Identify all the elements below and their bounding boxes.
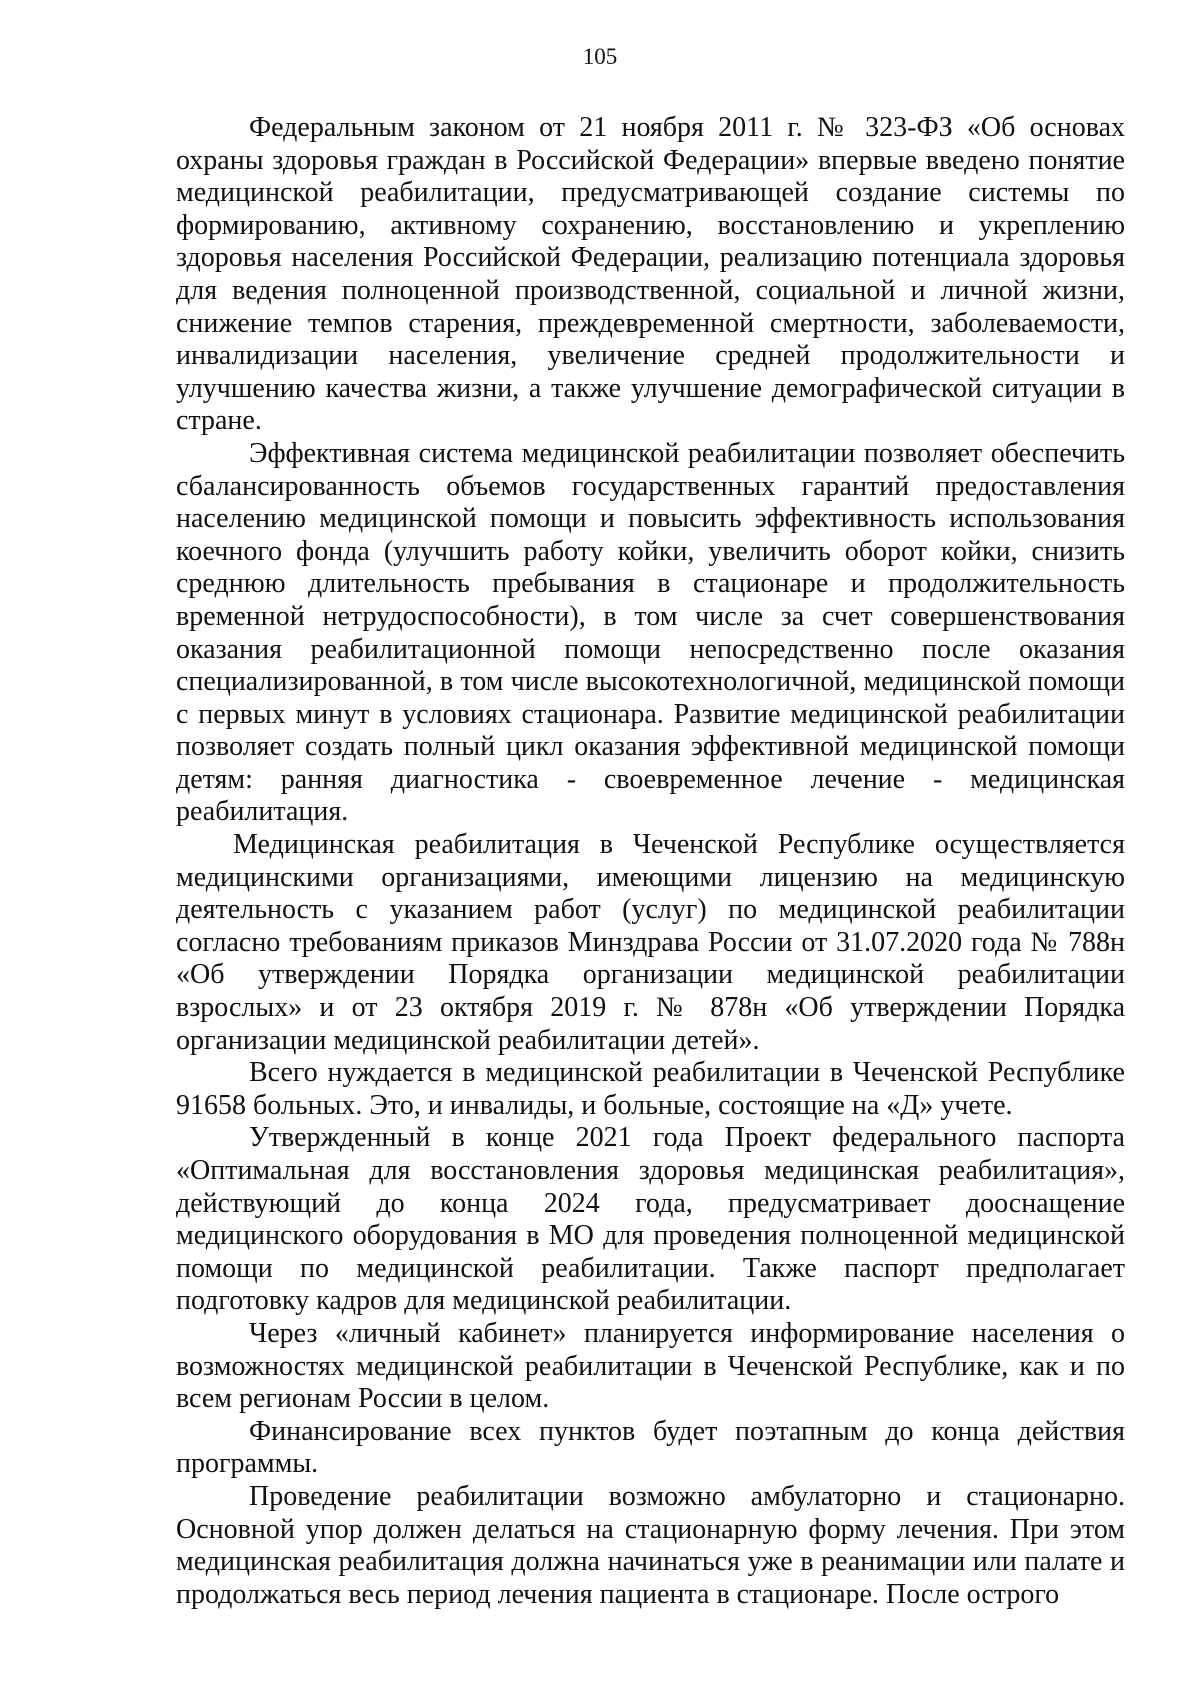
- paragraph-effective-system: Эффективная система медицинской реабилитации позволяет обеспечить сбалансированность объемов государственных гарантий предоставления населению медицинской помощи и повысить эффективность использования коечного фонда (улучшить работу койки, увеличить оборот койки, снизить среднюю длительность пребывания в стационаре и продолжительность временной нетрудоспособности), в том числе за счет совершенствования оказания реабилитационной помощи непосредственно после оказания специализированной, в том числе высокотехнологичной, медицинской помощи с первых минут в условиях стационара. Развитие медицинской реабилитации позволяет создать полный цикл оказания эффективной медицинской помощи детям: ранняя диагностика - своевременное лечение - медицинская реабилитация.: [176, 437, 1125, 828]
- paragraph-chechen-rehabilitation: Медицинская реабилитация в Чеченской Республике осуществляется медицинскими организациями, имеющими лицензию на медицинскую деятельность с указанием работ (услуг) по медицинской реабилитации согласно требованиям приказов Минздрава России от 31.07.2020 года № 788н «Об утверждении Порядка организации медицинской реабилитации взрослых» и от 23 октября 2019 г. № 878н «Об утверждении Порядка организации медицинской реабилитации детей».: [176, 829, 1125, 1056]
- page-number: 105: [582, 44, 618, 69]
- document-body: [176, 112, 1125, 1611]
- paragraph-total-need: Всего нуждается в медицинской реабилитации в Чеченской Республике 91658 больных. Это, и инвалиды, и больные, состоящие на «Д» учете.: [176, 1057, 1125, 1121]
- paragraph-personal-account: Через «личный кабинет» планируется информирование населения о возможностях медицинской реабилитации в Чеченской Республике, как и по всем регионам России в целом.: [176, 1317, 1125, 1415]
- paragraph-federal-law: Федеральным законом от 21 ноября 2011 г. № 323-ФЗ «Об основах охраны здоровья граждан в Российской Федерации» впервые введено понятие медицинской реабилитации, предусматривающей создание системы по формированию, активному сохранению, восстановлению и укреплению здоровья населения Российской Федерации, реализацию потенциала здоровья для ведения полноценной производственной, социальной и личной жизни, снижение темпов старения, преждевременной смертности, заболеваемости, инвалидизации населения, увеличение средней продолжительности и улучшению качества жизни, а также улучшение демографической ситуации в стране.: [176, 112, 1125, 437]
- paragraph-rehabilitation-forms: Проведение реабилитации возможно амбулаторно и стационарно. Основной упор должен делаться на стационарную форму лечения. При этом медицинская реабилитация должна начинаться уже в реанимации или палате и продолжаться весь период лечения пациента в стационаре. После острого: [176, 1480, 1125, 1610]
- paragraph-federal-passport: Утвержденный в конце 2021 года Проект федерального паспорта «Оптимальная для восстановления здоровья медицинская реабилитация», действующий до конца 2024 года, предусматривает дооснащение медицинского оборудования в МО для проведения полноценной медицинской помощи по медицинской реабилитации. Также паспорт предполагает подготовку кадров для медицинской реабилитации.: [176, 1122, 1125, 1317]
- paragraph-financing: Финансирование всех пунктов будет поэтапным до конца действия программы.: [176, 1415, 1125, 1480]
